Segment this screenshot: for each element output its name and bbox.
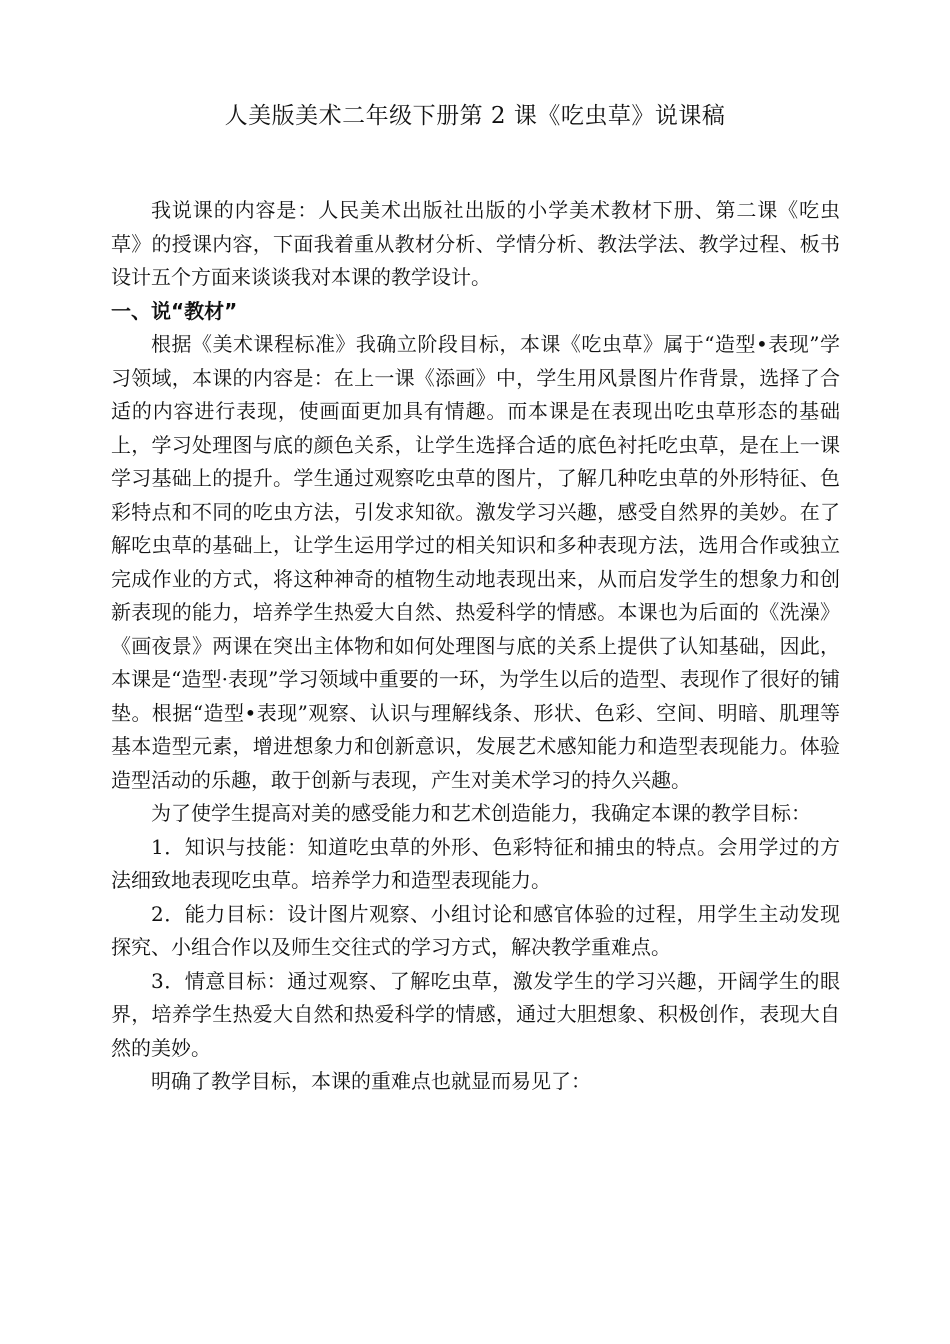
closing-paragraph: 明确了教学目标，本课的重难点也就显而易见了： xyxy=(151,1069,591,1093)
section-heading-textbook: 一、说“教材” xyxy=(111,298,238,323)
goal-emotion: 3．情意目标：通过观察、了解吃虫草，激发学生的学习兴趣，开阔学生的眼界，培养学生热爱大自然和热爱科学的情感，通过大胆想象、积极创作，表现大自然的美妙。 xyxy=(111,968,840,1060)
document-body xyxy=(111,194,840,1099)
goal-ability: 2．能力目标：设计图片观察、小组讨论和感官体验的过程，用学生主动发现探究、小组合作以及师生交往式的学习方式，解决教学重难点。 xyxy=(111,901,840,959)
teaching-goals-intro-paragraph: 为了使学生提高对美的感受能力和艺术创造能力，我确定本课的教学目标： xyxy=(151,801,811,825)
goal-knowledge-skills: 1．知识与技能：知道吃虫草的外形、色彩特征和捕虫的特点。会用学过的方法细致地表现吃虫草。培养学力和造型表现能力。 xyxy=(111,834,840,892)
textbook-analysis-paragraph: 根据《美术课程标准》我确立阶段目标，本课《吃虫草》属于“造型•表现”学习领域，本课的内容是：在上一课《添画》中，学生用风景图片作背景，选择了合适的内容进行表现，使画面更加具有情趣。而本课是在表现出吃虫草形态的基础上，学习处理图与底的颜色关系，让学生选择合适的底色衬托吃虫草，是在上一课学习基础上的提升。学生通过观察吃虫草的图片，了解几种吃虫草的外形特征、色彩特点和不同的吃虫方法，引发求知欲。激发学习兴趣，感受自然界的美妙。在了解吃虫草的基础上，让学生运用学过的相关知识和多种表现方法，选用合作或独立完成作业的方式，将这种神奇的植物生动地表现出来，从而启发学生的想象力和创新表现的能力，培养学生热爱大自然、热爱科学的情感。本课也为后面的《洗澡》《画夜景》两课在突出主体物和如何处理图与底的关系上提供了认知基础，因此，本课是“造型·表现”学习领域中重要的一环，为学生以后的造型、表现作了很好的铺垫。根据“造型•表现”观察、认识与理解线条、形状、色彩、空间、明暗、肌理等基本造型元素，增进想象力和创新意识，发展艺术感知能力和造型表现能力。体验造型活动的乐趣，敢于创新与表现，产生对美术学习的持久兴趣。 xyxy=(111,332,840,792)
intro-paragraph: 我说课的内容是：人民美术出版社出版的小学美术教材下册、第二课《吃虫草》的授课内容，下面我着重从教材分析、学情分析、教法学法、教学过程、板书设计五个方面来谈谈我对本课的教学设计。 xyxy=(111,198,840,289)
document-title: 人美版美术二年级下册第 2 课《吃虫草》说课稿 xyxy=(224,103,726,129)
